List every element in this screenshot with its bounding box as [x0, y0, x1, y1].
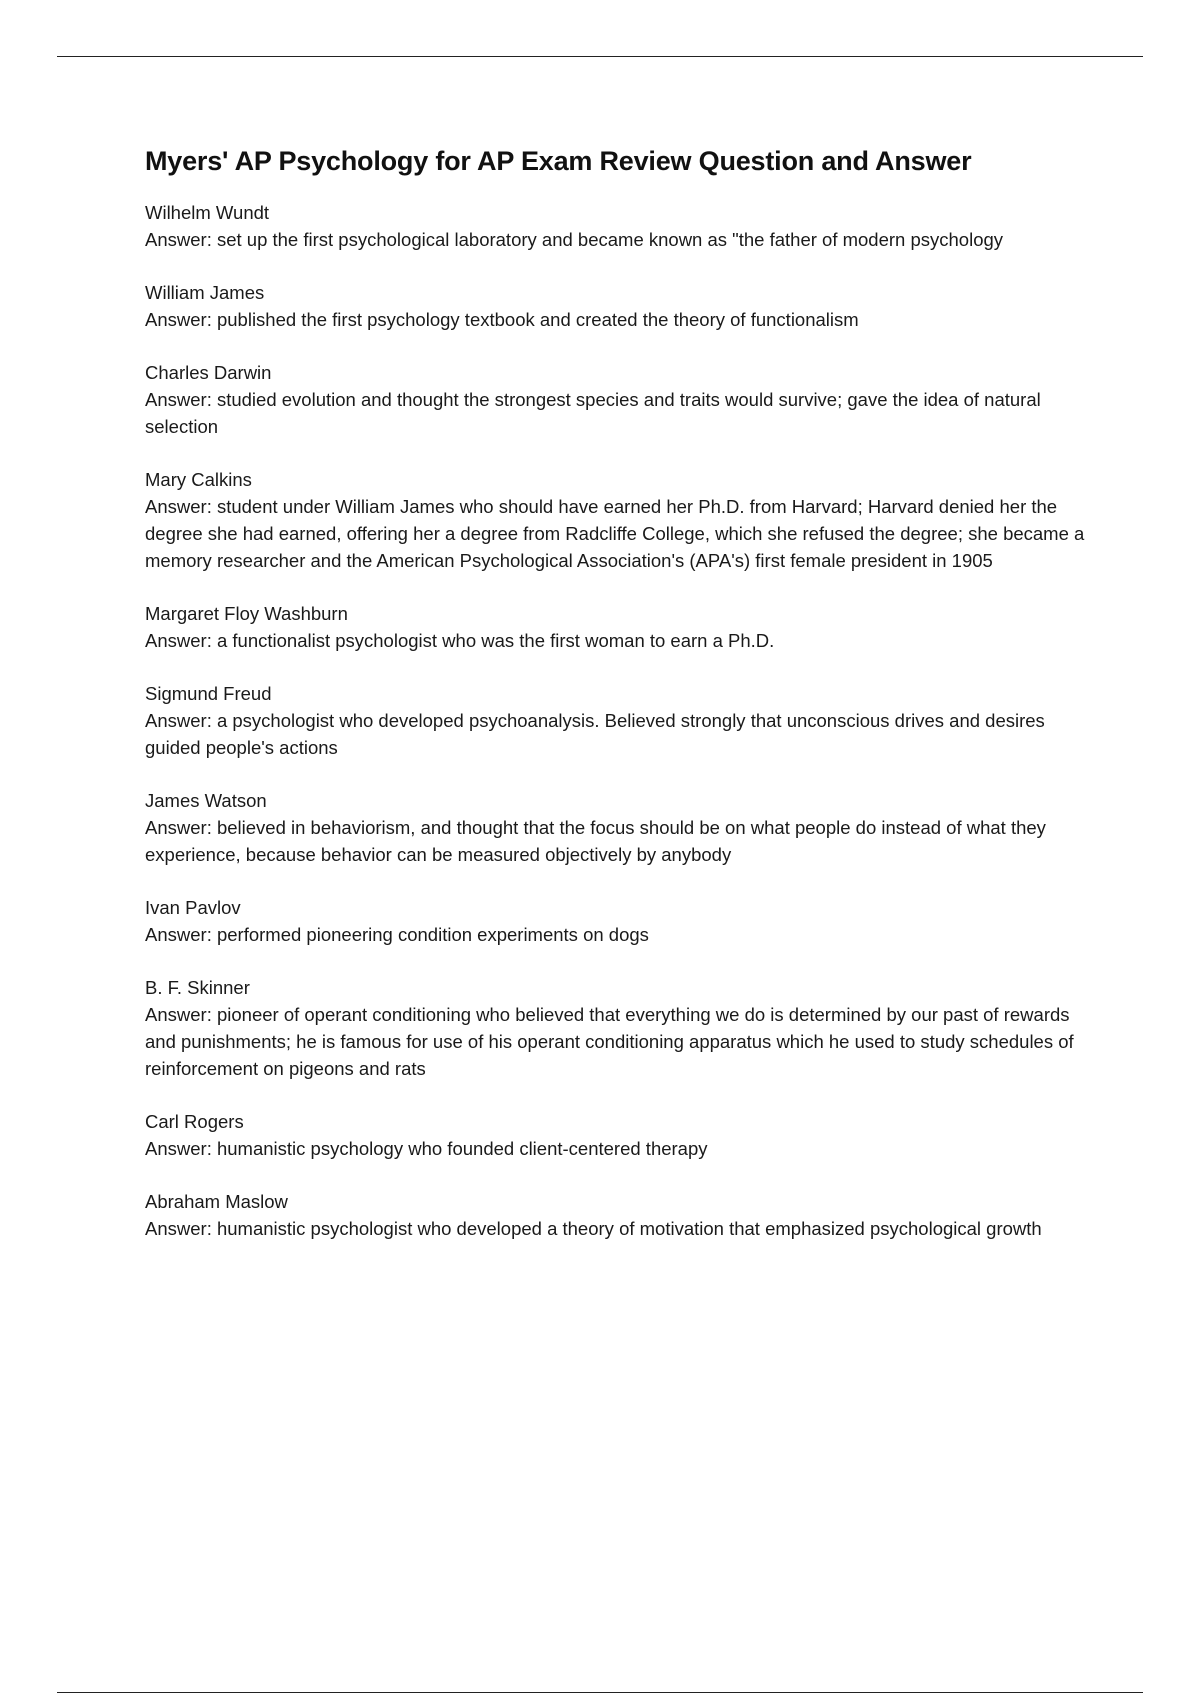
qa-answer — [145, 627, 1085, 654]
qa-term: Sigmund Freud — [145, 683, 272, 705]
qa-item — [145, 279, 1085, 333]
answer-prefix: Answer: — [145, 1004, 217, 1026]
answer-text: set up the first psychological laboratory and became known as "the father of modern psychology — [216, 229, 1004, 251]
qa-answer — [145, 1001, 1085, 1082]
answer-prefix: Answer: — [145, 630, 217, 652]
qa-item — [145, 974, 1085, 1082]
qa-term: Abraham Maslow — [145, 1191, 288, 1213]
qa-term: William James — [145, 282, 265, 304]
answer-prefix: Answer: — [145, 229, 217, 251]
answer-text: a functionalist psychologist who was the first woman to earn a Ph.D. — [216, 630, 775, 652]
qa-item — [145, 359, 1085, 440]
qa-item — [145, 466, 1085, 574]
answer-text: performed pioneering condition experiments on dogs — [216, 924, 649, 946]
qa-term: Charles Darwin — [145, 362, 272, 384]
answer-prefix: Answer: — [145, 496, 217, 518]
qa-item — [145, 199, 1085, 253]
answer-prefix: Answer: — [145, 1218, 217, 1240]
qa-term: James Watson — [145, 790, 267, 812]
qa-answer — [145, 493, 1085, 574]
answer-prefix: Answer: — [145, 924, 217, 946]
qa-answer — [145, 1215, 1085, 1242]
qa-term: Margaret Floy Washburn — [145, 603, 348, 625]
bottom-rule — [57, 1692, 1143, 1693]
top-rule — [57, 56, 1143, 57]
document-body — [145, 145, 1085, 1268]
answer-text: studied evolution and thought the strongest species and traits would survive; gave the idea of natural selection — [145, 389, 1041, 438]
qa-list — [145, 199, 1085, 1242]
qa-item — [145, 894, 1085, 948]
answer-prefix: Answer: — [145, 710, 217, 732]
answer-text: a psychologist who developed psychoanalysis. Believed strongly that unconscious drives and desires guided people's actions — [145, 710, 1045, 759]
answer-prefix: Answer: — [145, 389, 217, 411]
answer-prefix: Answer: — [145, 817, 217, 839]
answer-text: pioneer of operant conditioning who believed that everything we do is determined by our past of rewards and punishments; he is famous for use of his operant conditioning apparatus which he used to study schedules of reinforcement on pigeons and rats — [145, 1004, 1074, 1080]
qa-term: Wilhelm Wundt — [145, 202, 270, 224]
qa-answer — [145, 814, 1085, 868]
qa-term: Mary Calkins — [145, 469, 252, 491]
qa-answer — [145, 1135, 1085, 1162]
qa-answer — [145, 921, 1085, 948]
qa-term: Ivan Pavlov — [145, 897, 241, 919]
qa-answer — [145, 226, 1085, 253]
document-title: Myers' AP Psychology for AP Exam Review Question and Answer — [145, 146, 972, 176]
qa-term: Carl Rogers — [145, 1111, 244, 1133]
answer-text: humanistic psychologist who developed a theory of motivation that emphasized psychological growth — [216, 1218, 1042, 1240]
answer-text: student under William James who should have earned her Ph.D. from Harvard; Harvard denied her the degree she had earned, offering her a degree from Radcliffe College, which she refused the degree; she became a memory researcher and the American Psychological Association's (APA's) first female president in 1905 — [145, 496, 1085, 572]
qa-answer — [145, 707, 1085, 761]
qa-item — [145, 600, 1085, 654]
qa-item — [145, 1188, 1085, 1242]
qa-item — [145, 680, 1085, 761]
qa-answer — [145, 386, 1085, 440]
qa-term: B. F. Skinner — [145, 977, 250, 999]
answer-text: published the first psychology textbook and created the theory of functionalism — [216, 309, 859, 331]
answer-text: humanistic psychology who founded client-centered therapy — [216, 1138, 708, 1160]
answer-prefix: Answer: — [145, 309, 217, 331]
answer-prefix: Answer: — [145, 1138, 217, 1160]
qa-item — [145, 787, 1085, 868]
qa-answer — [145, 306, 1085, 333]
answer-text: believed in behaviorism, and thought that the focus should be on what people do instead of what they experience, because behavior can be measured objectively by anybody — [145, 817, 1046, 866]
qa-item — [145, 1108, 1085, 1162]
